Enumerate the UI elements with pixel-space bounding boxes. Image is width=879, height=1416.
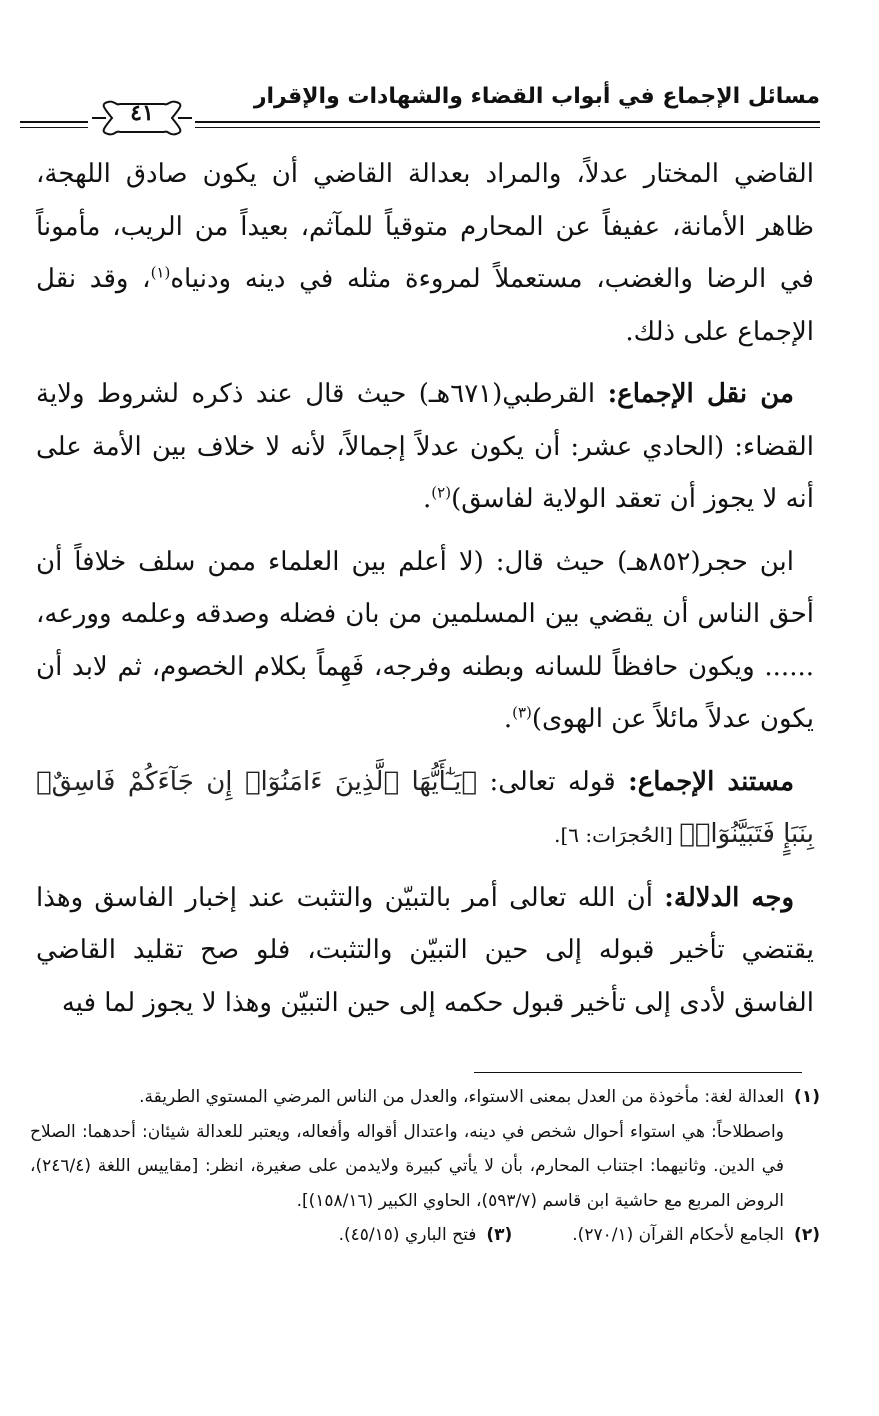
footnote-separator xyxy=(474,1072,802,1073)
paragraph-2 xyxy=(36,368,814,526)
footnote-1-continuation xyxy=(30,1115,820,1219)
footnote-text: واصطلاحاً: هي استواء أحوال شخص في دينه، واعتدال أقواله وأفعاله، ويعتبر للعدالة شيئان: أحدهما: الصلاح في الدين. وثانيهما: اجتناب المحارم، بأن لا يأتي كبيرة ولايدمن على صغيرة، انظر: [مقاييس اللغة (٢٤٦/٤)، الروض المربع مع حاشية ابن قاسم (٥٩٣/٧)، الحاوي الكبير (١٥٨/١٦)]. xyxy=(30,1121,784,1211)
footnote-text: فتح الباري (٤٥/١٥). xyxy=(338,1225,477,1245)
section-lead: وجه الدلالة: xyxy=(664,882,795,913)
header-title: مسائل الإجماع في أبواب القضاء والشهادات والإقرار xyxy=(253,84,820,109)
paragraph-text: أن الله تعالى أمر بالتبيّن والتثبت عند إخبار الفاسق وهذا يقتضي تأخير قبوله إلى حين التبيّن والتثبت، فلو صح تقليد القاضي الفاسق لأدى إلى تأخير قبول حكمه إلى حين التبيّن وهذا لا يجوز لما فيه xyxy=(36,882,814,1018)
paragraph-text: . xyxy=(423,484,432,514)
footnote-number: (٢) xyxy=(794,1225,820,1245)
footnote-ref: (٣) xyxy=(512,703,532,722)
footnote-ref: (١) xyxy=(150,263,171,282)
paragraph-text: قوله تعالى: xyxy=(477,766,629,797)
paragraph-1 xyxy=(36,148,814,358)
paragraph-5 xyxy=(36,872,814,1030)
paragraph-text: القاضي المختار عدلاً، والمراد بعدالة القاضي أن يكون صادق اللهجة، ظاهر الأمانة، عفيفاً عن المحارم متوقياً للمآثم، بعيداً من الريب، مأموناً في الرضا والغضب، مستعملاً لمروءة مثله في دينه ودنياه xyxy=(36,159,814,294)
verse-reference: [الحُجرَات: ٦]. xyxy=(554,823,680,847)
paragraph-text: . xyxy=(503,704,513,734)
footnote-1 xyxy=(30,1080,820,1115)
section-lead: مستند الإجماع: xyxy=(628,766,794,797)
section-lead: من نقل الإجماع: xyxy=(607,379,794,409)
footnote-text: العدالة لغة: مأخوذة من العدل بمعنى الاستواء، والعدل من الناس المرضي المستوي الطريقة. xyxy=(139,1087,785,1107)
footnote-number: (٣) xyxy=(486,1225,513,1245)
paragraph-4 xyxy=(36,756,814,862)
paragraph-text: ، وقد نقل الإجماع على ذلك. xyxy=(36,264,814,347)
header-rule xyxy=(195,121,820,128)
paragraph-text: ابن حجر(٨٥٢هـ) حيث قال: (لا أعلم بين العلماء ممن سلف خلافاً أن أحق الناس أن يقضي بين المسلمين من بان فضله وصدقه وعلمه وورعه، ...... ويكون حافظاً للسانه وبطنه وفرجه، فَهِماً بكلام الخصوم، ثم لابد أن يكون عدلاً مائلاً عن الهوى) xyxy=(36,546,814,734)
running-header xyxy=(20,78,820,134)
paragraph-text: القرطبي(٦٧١هـ) حيث قال عند ذكره لشروط ولاية القضاء: (الحادي عشر: أن يكون عدلاً إجمالاً، لأنه لا خلاف بين الأمة على أنه لا يجوز أن تعقد الولاية لفاسق) xyxy=(36,379,814,514)
header-rule-left xyxy=(20,121,88,128)
footnote-number: (١) xyxy=(794,1087,820,1107)
body-text xyxy=(36,148,814,1039)
page-number: ٤١ xyxy=(130,100,154,126)
footnotes xyxy=(30,1080,820,1253)
footnote-ref: (٢) xyxy=(431,483,452,502)
footnote-2-3 xyxy=(30,1218,820,1253)
footnote-text: الجامع لأحكام القرآن (٢٧٠/١). xyxy=(572,1225,785,1245)
paragraph-3 xyxy=(36,536,814,746)
quran-verse: ﴿يَـٰٓأَيُّهَا ٱلَّذِينَ ءَامَنُوٓا۟ إِن جَآءَكُمْ فَاسِقٌۢ بِنَبَإٍ فَتَبَيَّنُوٓا۟﴾ xyxy=(36,766,814,849)
